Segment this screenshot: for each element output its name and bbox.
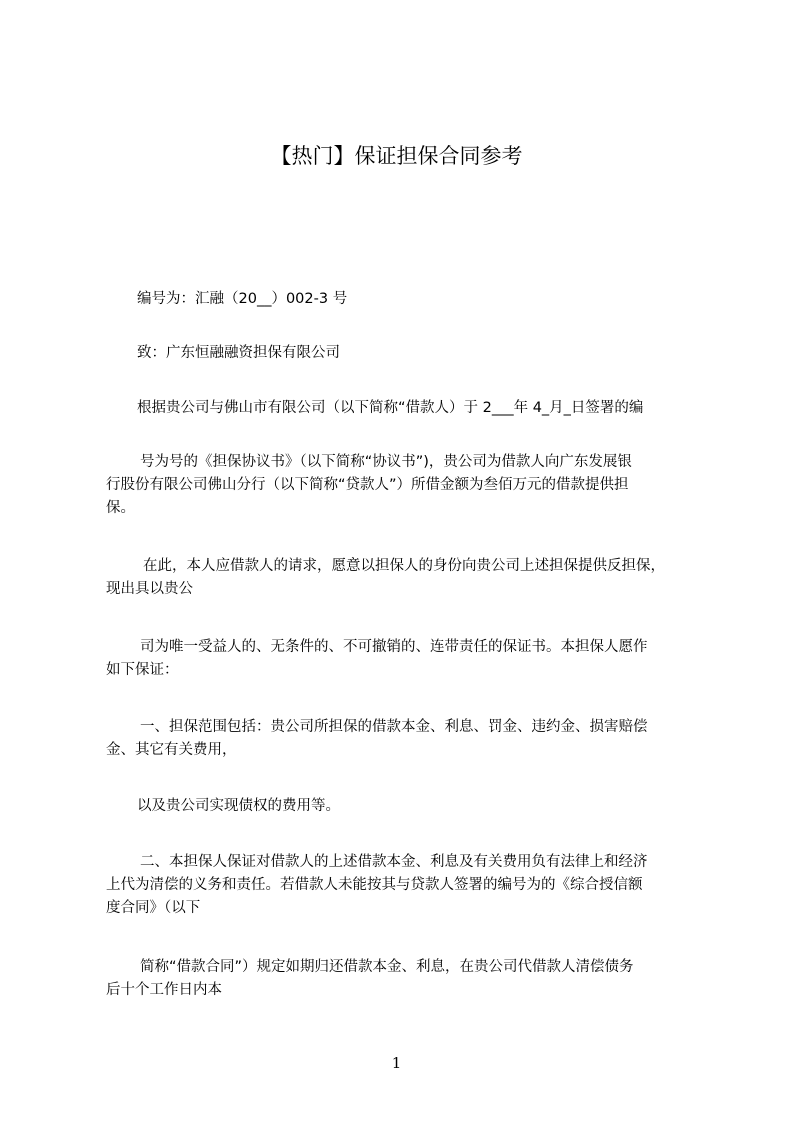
paragraph-line: 一、担保范围包括：贵公司所担保的借款本金、利息、罚金、违约金、损害赔偿: [140, 719, 648, 735]
page-number: 1: [391, 1054, 402, 1072]
paragraph-line: 号为号的《担保协议书》（以下简称“协议书”)，贵公司为借款人向广东发展银: [140, 454, 632, 470]
paragraph-line: 行股份有限公司佛山分行（以下简称“贷款人”）所借金额为叁佰万元的借款提供担: [106, 477, 629, 493]
paragraph-line: 根据贵公司与佛山市有限公司（以下简称“借款人）于 2___年 4_月_日签署的编: [137, 400, 644, 416]
paragraph-line: 二、本担保人保证对借款人的上述借款本金、利息及有关费用负有法律上和经济: [140, 854, 648, 870]
paragraph-line: 以及贵公司实现债权的费用等。: [137, 798, 340, 814]
paragraph-line: 度合同》（以下: [106, 900, 201, 916]
paragraph-line: 保。: [106, 500, 135, 516]
paragraph-line: 在此，本人应借款人的请求，愿意以担保人的身份向贵公司上述担保提供反担保，: [143, 558, 665, 574]
paragraph-line: 司为唯一受益人的、无条件的、不可撤销的、连带责任的保证书。本担保人愿作: [140, 639, 648, 655]
paragraph-line: 金、其它有关费用，: [106, 742, 237, 758]
document-title: 【热门】保证担保合同参考: [270, 144, 523, 168]
paragraph-line: 上代为清偿的义务和责任。若借款人未能按其与贷款人签署的编号为的《综合授信额: [106, 877, 643, 893]
addressee-line: 致：广东恒融融资担保有限公司: [137, 345, 340, 361]
paragraph-line: 如下保证：: [106, 662, 179, 678]
contract-number-line: 编号为：汇融（20__）002-3 号: [137, 291, 348, 307]
paragraph-line: 后十个工作日内本: [106, 982, 222, 998]
paragraph-line: 现出具以贵公: [106, 581, 193, 597]
paragraph-line: 简称“借款合同”）规定如期归还借款本金、利息，在贵公司代借款人清偿债务: [140, 959, 634, 975]
